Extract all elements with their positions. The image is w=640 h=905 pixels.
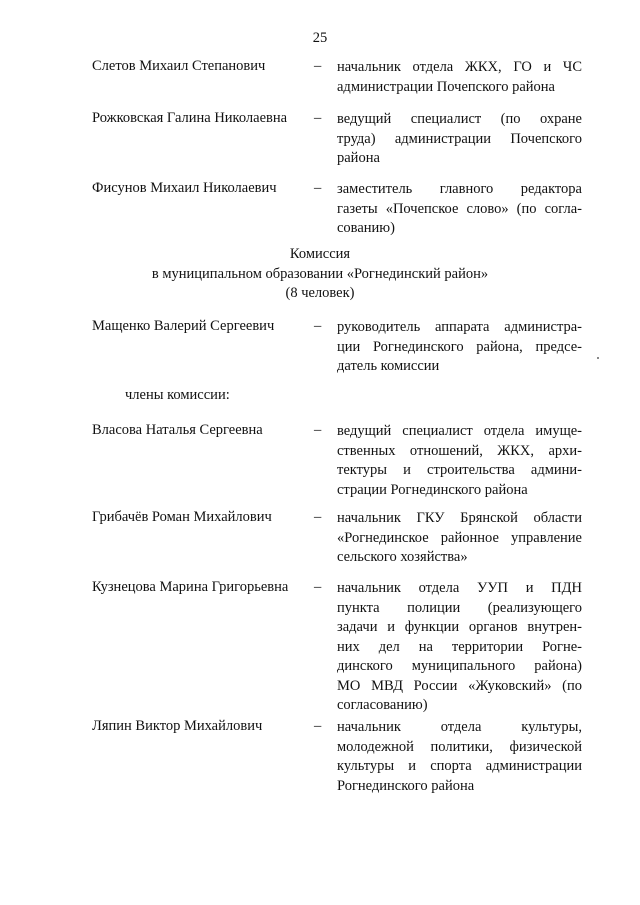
person-role	[337, 718, 582, 796]
person-role	[337, 422, 582, 500]
members-label: члены комиссии:	[125, 387, 230, 403]
role-line: задачи и функции органов внутрен-	[337, 619, 582, 635]
role-line: культуры и спорта администрации	[337, 758, 582, 774]
dash: –	[314, 509, 322, 525]
dash: –	[314, 422, 322, 438]
person-name: Ляпин Виктор Михайлович	[92, 718, 263, 734]
person-name: Фисунов Михаил Николаевич	[92, 180, 277, 196]
role-line: ции Рогнединского района, предсе-	[337, 338, 582, 355]
dash: –	[314, 180, 322, 196]
role-line: начальник ГКУ Брянской области	[337, 510, 582, 526]
role-line: согласованию)	[337, 697, 428, 713]
dash: –	[314, 579, 322, 595]
role-line: заместитель главного редактора	[337, 181, 582, 197]
role-line: страции Рогнединского района	[337, 481, 528, 498]
role-line: ственных отношений, ЖКХ, архи-	[337, 442, 582, 459]
role-line: сельского хозяйства»	[337, 549, 468, 565]
role-line: пункта полиции (реализующего	[337, 599, 582, 616]
dash: –	[314, 110, 322, 126]
role-line: начальник отдела УУП и ПДН	[337, 580, 582, 596]
role-line: ведущий специалист отдела имуще-	[337, 423, 582, 439]
person-name: Грибачёв Роман Михайлович	[92, 509, 272, 525]
scan-speck	[597, 357, 599, 359]
role-line: сованию)	[337, 220, 395, 236]
person-name: Рожковская Галина Николаевна	[92, 110, 288, 126]
role-line: МО МВД России «Жуковский» (по	[337, 677, 582, 694]
role-line: датель комиссии	[337, 358, 440, 374]
role-line: начальник отдела ЖКХ, ГО и ЧС	[337, 59, 582, 75]
dash: –	[314, 58, 322, 74]
role-line: молодежной политики, физической	[337, 738, 582, 755]
role-line: ведущий специалист (по охране	[337, 111, 582, 127]
role-line: администрации Почепского района	[337, 78, 555, 95]
person-role	[337, 58, 582, 97]
role-line: тектуры и строительства админи-	[337, 462, 582, 478]
person-name: Власова Наталья Сергеевна	[92, 422, 263, 438]
commission-title: Комиссия	[289, 246, 351, 262]
role-line: начальник отдела культуры,	[337, 719, 582, 735]
dash: –	[314, 318, 322, 334]
role-line: газеты «Почепское слово» (по согла-	[337, 200, 582, 217]
page-number: 25	[312, 30, 328, 46]
person-role	[337, 180, 582, 239]
person-role	[337, 318, 582, 377]
role-line: них дел на территории Рогне-	[337, 638, 582, 655]
role-line: руководитель аппарата администра-	[337, 319, 582, 335]
person-name: Мащенко Валерий Сергеевич	[92, 318, 275, 334]
dash: –	[314, 718, 322, 734]
person-name: Кузнецова Марина Григорьевна	[92, 579, 289, 595]
role-line: динского муниципального района)	[337, 658, 582, 674]
commission-subtitle: в муниципальном образовании «Рогнединский район»	[151, 265, 489, 282]
role-line: Рогнединского района	[337, 777, 475, 794]
role-line: района	[337, 150, 380, 166]
person-role	[337, 110, 582, 169]
person-role	[337, 579, 582, 716]
commission-heading	[0, 245, 640, 304]
person-role	[337, 509, 582, 568]
commission-count: (8 человек)	[285, 285, 355, 301]
person-name: Слетов Михаил Степанович	[92, 58, 266, 74]
role-line: труда) администрации Почепского	[337, 130, 582, 147]
role-line: «Рогнединское районное управление	[337, 529, 582, 546]
